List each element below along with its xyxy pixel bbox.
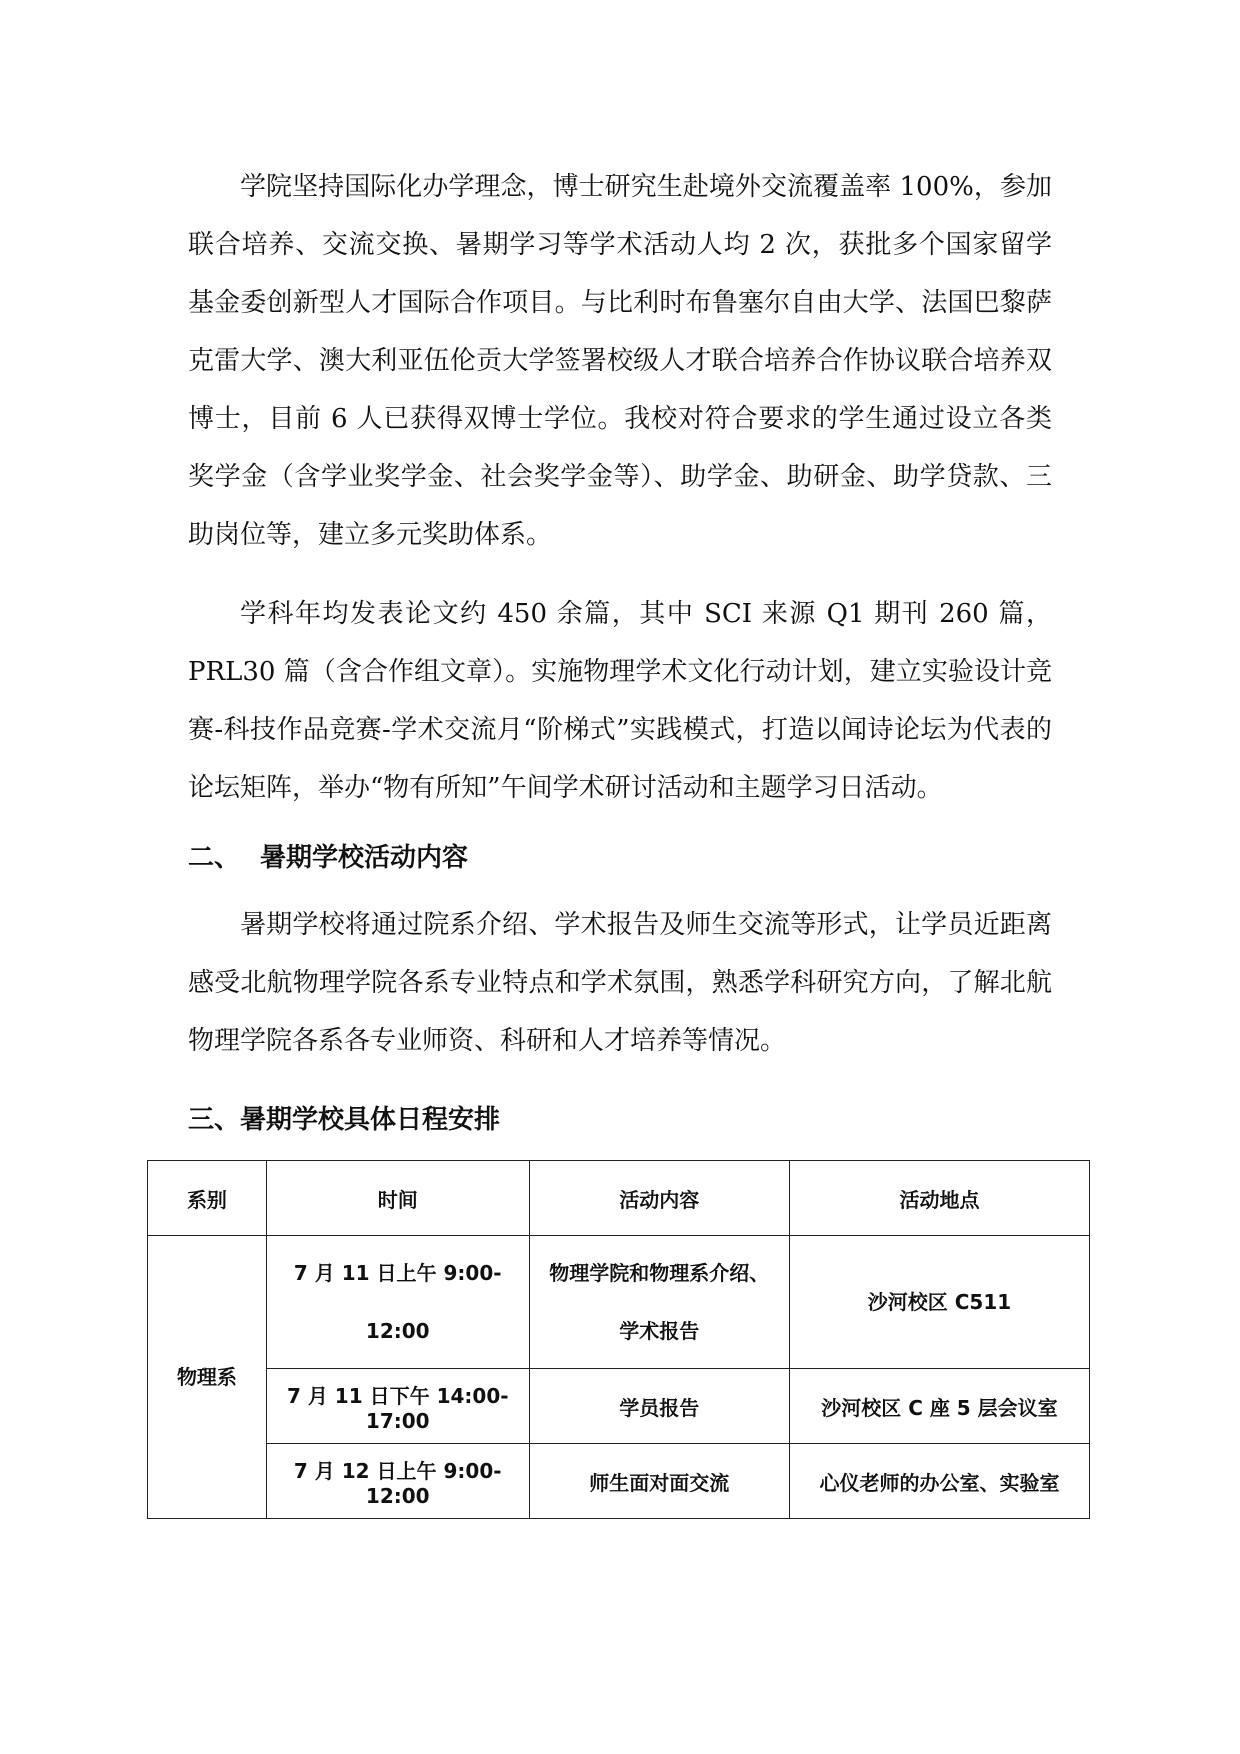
cell-time: 7 月 11 日上午 9:00-12:00 [266,1236,529,1369]
header-dept: 系别 [148,1161,267,1236]
cell-location: 沙河校区 C 座 5 层会议室 [789,1369,1089,1444]
paragraph-publications: 学科年均发表论文约 450 余篇，其中 SCI 来源 Q1 期刊 260 篇，PRL30 篇（含合作组文章）。实施物理学术文化行动计划，建立实验设计竞赛-科技作品竞赛-学术交流月“阶梯式”实践模式，打造以闻诗论坛为代表的论坛矩阵，举办“物有所知”午间学术研讨活动和主题学习日活动。 [188,599,1052,803]
table-row [148,1444,1090,1519]
header-location: 活动地点 [789,1161,1089,1236]
cell-location: 沙河校区 C511 [789,1236,1089,1369]
section-number: 二、 [188,843,241,873]
table-row [148,1236,1090,1369]
cell-dept: 物理系 [148,1236,267,1519]
schedule-table [147,1160,1090,1519]
table-header-row [148,1161,1090,1236]
header-time: 时间 [266,1161,529,1236]
cell-activity-line: 物理学院和物理系介绍、 [549,1261,770,1285]
section-title: 暑期学校活动内容 [260,843,469,873]
cell-activity: 师生面对面交流 [529,1444,789,1519]
section-heading-activity-content [188,838,468,878]
cell-location: 心仪老师的办公室、实验室 [789,1444,1089,1519]
paragraph-internationalization: 学院坚持国际化办学理念，博士研究生赴境外交流覆盖率 100%，参加联合培养、交流交换、暑期学习等学术活动人均 2 次，获批多个国家留学基金委创新型人才国际合作项目。与比利时布鲁塞尔自由大学、法国巴黎萨克雷大学、澳大利亚伍伦贡大学签署校级人才联合培养合作协议联合培养双博士，目前 6 人已获得双博士学位。我校对符合要求的学生通过设立各类奖学金（含学业奖学金、社会奖学金等）、助学金、助研金、助学贷款、三助岗位等，建立多元奖助体系。 [188,172,1052,550]
header-activity: 活动内容 [529,1161,789,1236]
paragraph-activity-description: 暑期学校将通过院系介绍、学术报告及师生交流等形式，让学员近距离感受北航物理学院各系专业特点和学术氛围，熟悉学科研究方向，了解北航物理学院各系各专业师资、科研和人才培养等情况。 [188,910,1052,1056]
cell-activity-line: 学术报告 [619,1319,700,1343]
cell-activity [529,1236,789,1369]
cell-activity: 学员报告 [529,1369,789,1444]
section-heading-schedule: 三、暑期学校具体日程安排 [188,1105,501,1135]
cell-time: 7 月 11 日下午 14:00-17:00 [266,1369,529,1444]
cell-time: 7 月 12 日上午 9:00-12:00 [266,1444,529,1519]
table-row [148,1369,1090,1444]
